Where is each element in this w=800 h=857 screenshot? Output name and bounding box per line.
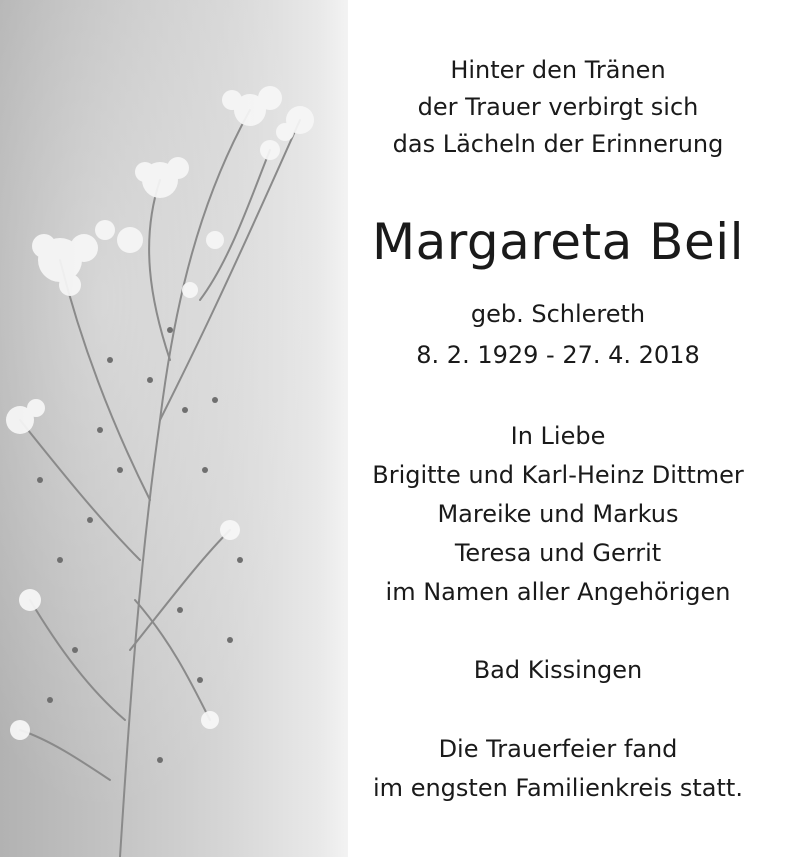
funeral-note-line-2: im engsten Familienkreis statt. <box>373 774 743 802</box>
mourners-line-1: Brigitte und Karl-Heinz Dittmer <box>372 461 744 489</box>
birth-name: geb. Schlereth <box>470 300 646 328</box>
location: Bad Kissingen <box>473 656 643 684</box>
life-dates: 8. 2. 1929 - 27. 4. 2018 <box>416 341 700 369</box>
obituary-text <box>348 0 768 857</box>
motto-line-2: der Trauer verbirgt sich <box>417 93 699 121</box>
mourners-line-4: im Namen aller Angehörigen <box>385 578 731 606</box>
motto-line-3: das Lächeln der Erinnerung <box>392 130 724 158</box>
mourners-line-2: Mareike und Markus <box>437 500 679 528</box>
deceased-name: Margareta Beil <box>371 213 745 271</box>
flower-photo <box>0 0 348 857</box>
funeral-note-line-1: Die Trauerfeier fand <box>438 735 678 763</box>
dried-flowers-illustration <box>0 0 348 857</box>
mourners-line-3: Teresa und Gerrit <box>454 539 662 567</box>
mourners-intro: In Liebe <box>510 422 606 450</box>
motto-line-1: Hinter den Tränen <box>450 56 666 84</box>
